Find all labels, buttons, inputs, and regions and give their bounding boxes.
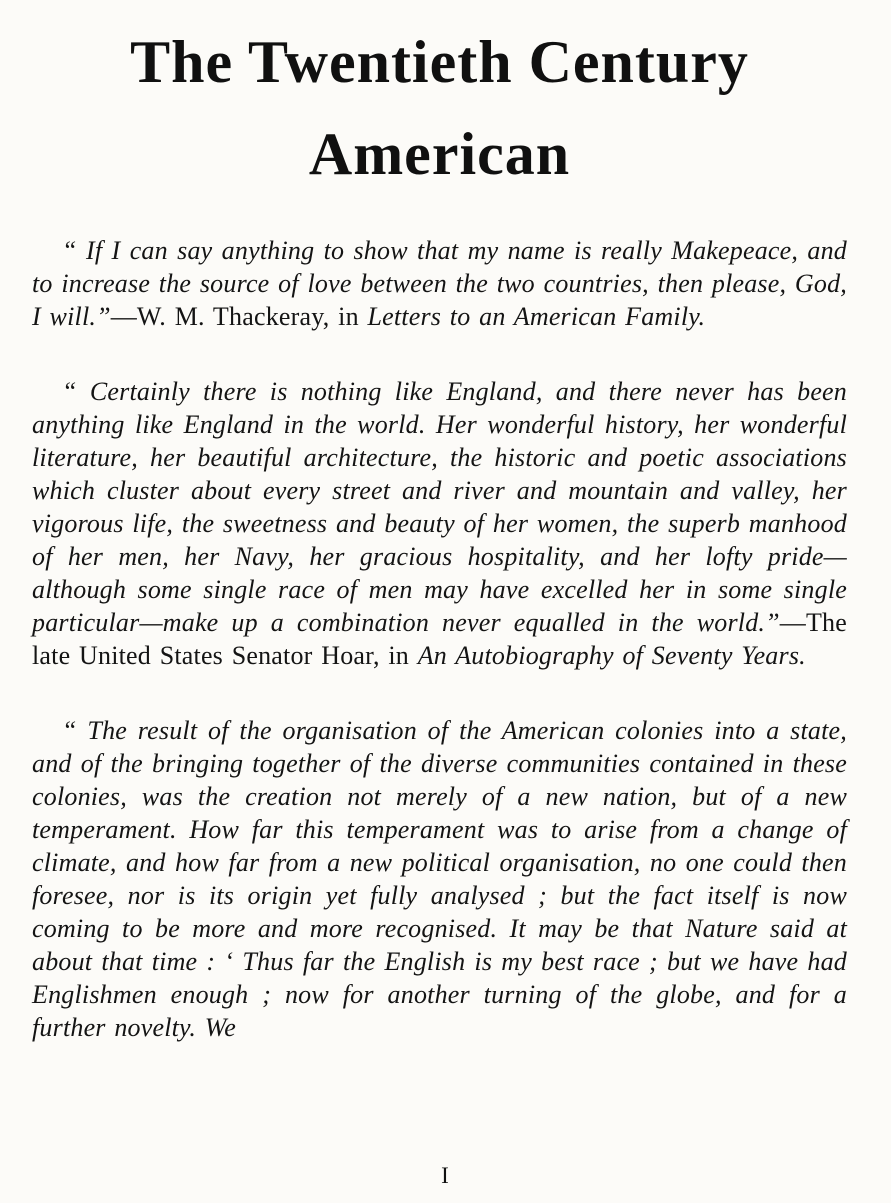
title-line-1: The Twentieth Century	[130, 29, 749, 95]
quote-paragraph-thackeray	[32, 234, 847, 333]
quote-text: “ If I can say anything to show that my name is really Makepeace, and to increase the source of love between the two countries, then please, God, I will.”	[32, 236, 847, 331]
attribution-text: —W. M. Thackeray, in	[110, 302, 368, 331]
quote-text: “ Certainly there is nothing like England, and there never has been anything like England in the world. Her wonderful history, her wonderful literature, her beautiful architecture, the historic and poetic associations which cluster about every street and river and mountain and valley, her vigorous life, the sweetness and beauty of her women, the superb manhood of her men, her Navy, her gracious hospitality, and her lofty pride—although some single race of men may have excelled her in some single particular—make up a combination never equalled in the world.”	[32, 377, 847, 637]
page-title	[32, 16, 847, 200]
quote-text: “ The result of the organisation of the American colonies into a state, and of the bringing together of the diverse communities contained in these colonies, was the creation not merely of a new nation, but of a new temperament. How far this temperament was to arise from a change of climate, and how far from a new political organisation, no one could then foresee, nor is its origin yet fully analysed ; but the fact itself is now coming to be more and more recognised. It may be that Nature said at about that time : ‘ Thus far the English is my best race ; but we have had Englishmen enough ; now for another turning of the globe, and for a further novelty. We	[32, 716, 847, 1042]
source-title: Letters to an American Family.	[367, 302, 706, 331]
page-number: I	[441, 1163, 450, 1188]
attribution-text: —The late United States Senator Hoar, in	[32, 608, 847, 670]
source-title: An Autobiography of Seventy Years.	[417, 641, 806, 670]
quote-paragraph-hoar	[32, 375, 847, 672]
quote-paragraph-colonies	[32, 714, 847, 1044]
title-line-2: American	[308, 121, 571, 187]
